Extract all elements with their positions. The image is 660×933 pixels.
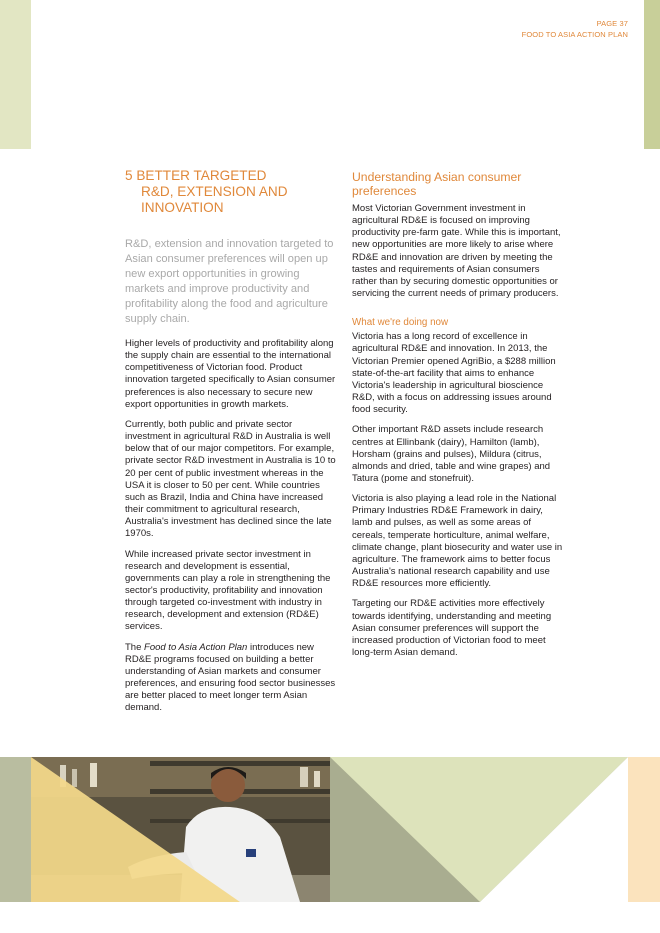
body-text: introduces new RD&E programs focused on building a better understanding of Asian markets and consumer preferences, and ensuring food sector businesses are better placed to meet longer term Asian demand.: [125, 641, 336, 714]
banner-graphic: [0, 757, 660, 902]
minor-heading: What we're doing now: [352, 317, 449, 329]
decorative-strip-left: [0, 0, 31, 149]
body-text: The: [125, 641, 145, 653]
plan-title-italic: Food to Asia Action Plan: [144, 641, 248, 653]
body-paragraph: [125, 642, 338, 715]
body-paragraph: While increased private sector investment in research and development is essential, governments can play a role in strengthening the sector's productivity, profitability and innovation through targeted co-investment with industry in research, development and extension (RD&E) services.: [125, 548, 331, 633]
section-title-line: R&D, EXTENSION AND: [141, 184, 288, 199]
bottom-banner: [0, 757, 660, 902]
body-paragraph: Most Victorian Government investment in agricultural RD&E is focused on improving productivity pre-farm gate. While this is important, new opportunities are more likely to arise where RD&E and innovation are driven by meeting the tastes and requirements of Asian consumers rather than by securing domestic opportunities or servicing the current needs of primary producers.: [352, 203, 561, 300]
body-paragraph: Victoria is also playing a lead role in the National Primary Industries RD&E Framework in dairy, lamb and pulses, as well as some areas of cereals, temperate horticulture, animal welfare, climate change, plant biosecurity and water use in agriculture. The framework aims to better focus Australia's national research capability and use RD&E resources more efficiently.: [352, 493, 563, 590]
body-paragraph: Targeting our RD&E activities more effectively towards identifying, understanding and meeting Asian consumer preferences will support the increased production of Victorian food to meet long-term Asian demand.: [352, 598, 552, 658]
body-paragraph: Victoria has a long record of excellence in agricultural RD&E and innovation. In 2013, the Victorian Premier opened AgriBio, a $288 million state-of-the-art facility that aims to enhance Victoria's leadership in agricultural bioscience R&D, with a focus on addressing issues around food security.: [352, 331, 556, 416]
body-paragraph: Currently, both public and private sector investment in agricultural R&D in Australia is well below that of our major competitors. For example, private sector R&D investment in Australia is 10 to 20 per cent of public investment whereas in the USA it is closer to 50 per cent. While countries such as Brazil, India and China have increased their commitment to agricultural research, Australia's investment has declined since the late 1970s.: [125, 418, 336, 540]
section-title-line: 5 BETTER TARGETED: [125, 168, 267, 183]
publication-title: FOOD TO ASIA ACTION PLAN: [521, 30, 628, 39]
right-column: [352, 170, 565, 667]
section-intro: R&D, extension and innovation targeted to Asian consumer preferences will open up new export opportunities in growing markets and improve productivity and profitability along the food and agriculture supply chain.: [125, 238, 334, 325]
subsection-heading: Understanding Asian consumer preferences: [352, 170, 522, 198]
body-paragraph: Other important R&D assets include research centres at Ellinbank (dairy), Hamilton (lamb), Horsham (grains and pulses), Mildura (citrus, almonds and dried, table and wine grapes) and Tatura (pome and stonefruit).: [352, 424, 551, 484]
left-column: [125, 168, 338, 723]
section-title: [125, 168, 338, 216]
decorative-strip-right: [644, 0, 660, 149]
page-number: PAGE 37: [596, 19, 628, 28]
banner-left-margin: [0, 757, 31, 902]
section-title-line: INNOVATION: [141, 200, 224, 215]
banner-right-strip: [628, 757, 660, 902]
page-header: [522, 18, 628, 40]
body-paragraph: Higher levels of productivity and profitability along the supply chain are essential to the international competitiveness of Victorian food. Product innovation targeted specifically to Asian consumer preferences is also necessary to secure new export opportunities in growth markets.: [125, 338, 336, 410]
